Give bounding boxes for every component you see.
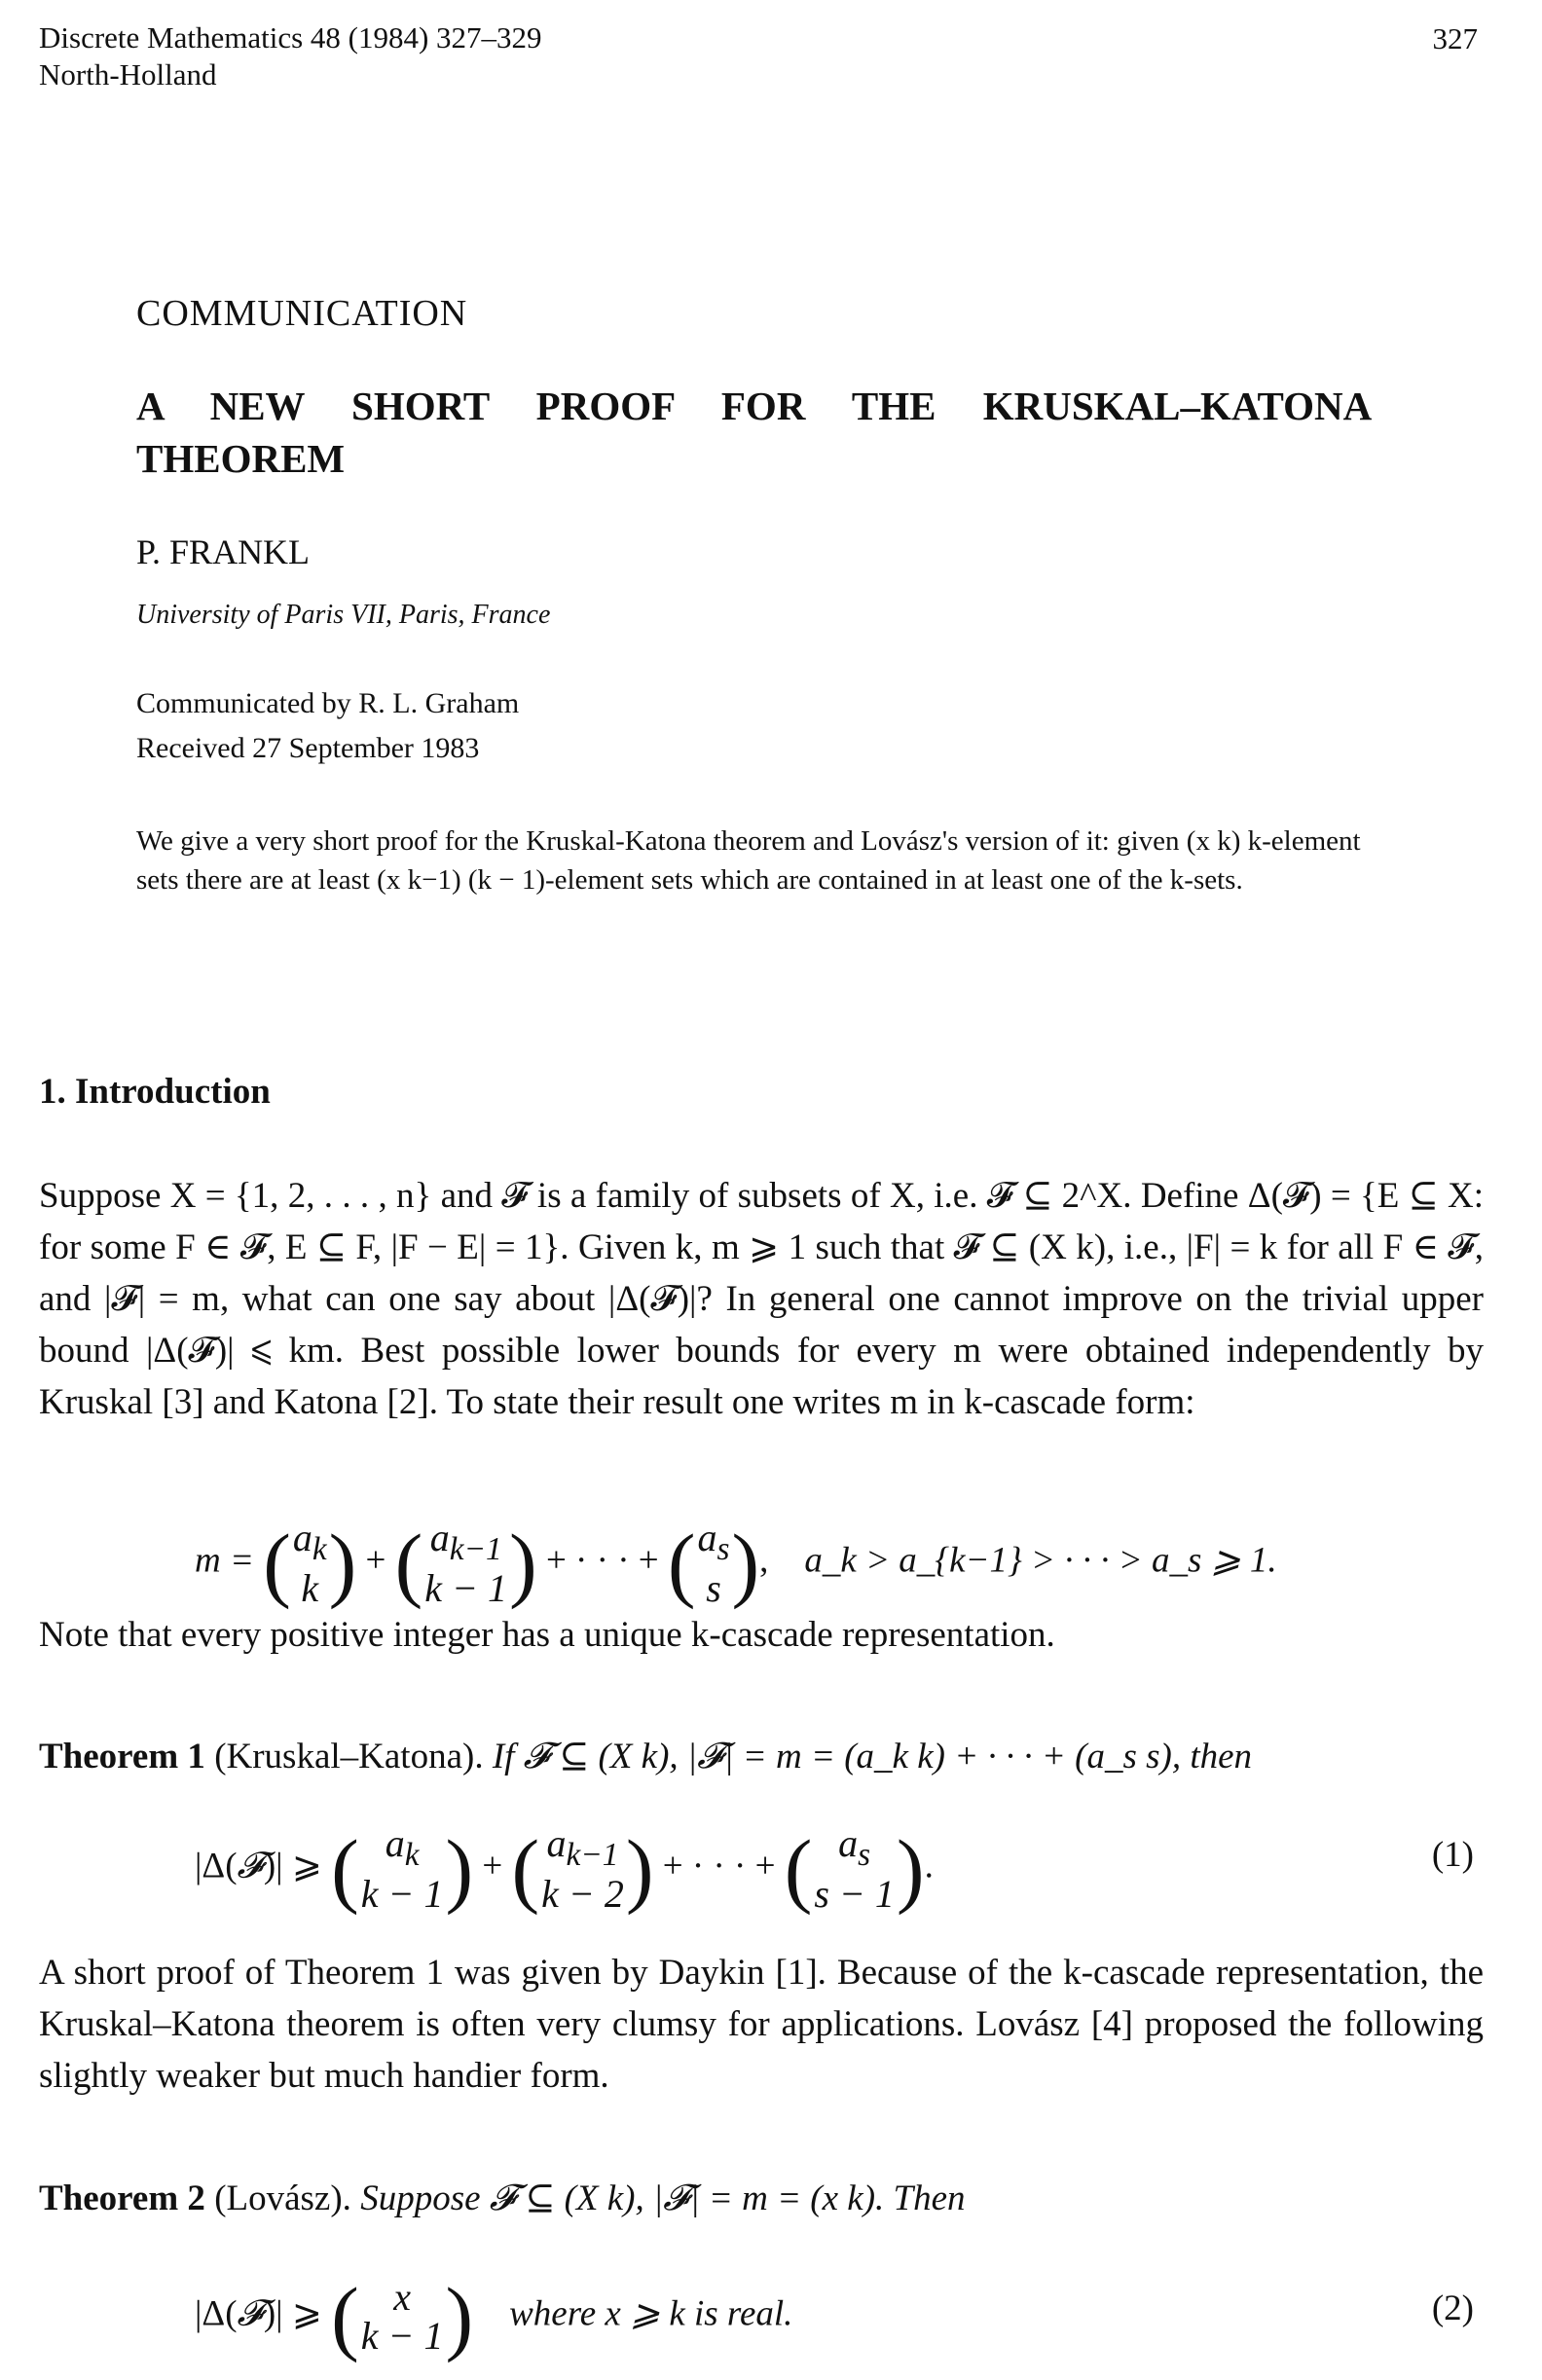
binom-as-s: ( $a_s$ s ) <box>667 1516 760 1610</box>
binom-ak-k: ( $a_k$ k ) <box>263 1516 357 1610</box>
theorem-2 <box>39 2173 966 2224</box>
title-line-1: A NEW SHORT PROOF FOR THE KRUSKAL–KATONA <box>136 384 1373 428</box>
binom-ak-k-1: ( $a_k$ k − 1 ) <box>331 1821 474 1916</box>
equation-2-condition: where x ⩾ k is real. <box>509 2293 793 2334</box>
section-label: COMMUNICATION <box>136 293 468 334</box>
cascade-lhs: m = <box>195 1540 254 1581</box>
binom-ak1-k2: ( $a_{k-1}$ k − 2 ) <box>511 1821 654 1916</box>
communicated-by: Communicated by R. L. Graham <box>136 687 520 719</box>
section-heading: 1. Introduction <box>39 1072 271 1112</box>
abstract: We give a very short proof for the Kruskal-Katona theorem and Lovász's version of it: given (x k) k-element sets there are at least (x k−1) (k − 1)-element sets which are contained in at least one of the k-sets. <box>136 825 1361 896</box>
equation-number-2: (2) <box>1431 2288 1474 2328</box>
page-number: 327 <box>1432 21 1478 55</box>
theorem-2-label: Theorem 2 <box>39 2179 205 2218</box>
equation-number-1: (1) <box>1431 1835 1474 1875</box>
theorem-1-statement: If 𝓕 ⊆ (X k), |𝓕| = m = (a_k k) + · · · + (a_s s), then <box>492 1737 1253 1776</box>
paper-title <box>136 380 1480 485</box>
theorem-1-label: Theorem 1 <box>39 1737 205 1776</box>
title-line-2: THEOREM <box>136 436 346 481</box>
author: P. FRANKL <box>136 532 311 571</box>
publisher: North-Holland <box>39 57 217 92</box>
intro-paragraph: Suppose X = {1, 2, . . . , n} and 𝓕 is a family of subsets of X, i.e. 𝓕 ⊆ 2^X. Define Δ(𝓕) = {E ⊆ X: for some F ∈ 𝓕, E ⊆ F, |F − E| = 1}. Given k, m ⩾ 1 such that 𝓕 ⊆ (X k), i.e., |F| = k for all F ∈ 𝓕, and |𝓕| = m, what can one say about |Δ(𝓕)|? In general one cannot improve on the trivial upper bound |Δ(𝓕)| ⩽ km. Best possible lower bounds for every m were obtained independently by Kruskal [3] and Katona [2]. To state their result one writes m in k-cascade form: <box>39 1176 1484 1422</box>
binom-ak1-k1: ( $a_{k-1}$ k − 1 ) <box>394 1516 537 1610</box>
affiliation: University of Paris VII, Paris, France <box>136 600 551 630</box>
equation-1: |Δ(𝓕)| ⩾ ( $a_k$ k − 1 ) + ( $a_{k-1}$ k − 2 ) + · · · + ( $a_s$ s − 1 ). <box>195 1821 934 1916</box>
received-date: Received 27 September 1983 <box>136 732 480 764</box>
cascade-condition: a_k > a_{k−1} > · · · > a_s ⩾ 1. <box>804 1540 1277 1581</box>
theorem-2-attribution: (Lovász). <box>214 2179 351 2218</box>
cascade-equation: m = ( $a_k$ k ) + ( $a_{k-1}$ k − 1 ) + · · · + ( $a_s$ s ), a_k > a_{k−1} > · · · > a_s ⩾ 1. <box>195 1516 1277 1610</box>
journal-header <box>39 19 542 93</box>
theorem-2-statement: Suppose 𝓕 ⊆ (X k), |𝓕| = m = (x k). Then <box>360 2179 966 2218</box>
journal-citation: Discrete Mathematics 48 (1984) 327–329 <box>39 20 542 55</box>
equation-2: |Δ(𝓕)| ⩾ ( x k − 1 ) where x ⩾ k is real. <box>195 2270 793 2363</box>
binom-as-s1: ( $a_s$ s − 1 ) <box>784 1821 925 1916</box>
theorem-1-attribution: (Kruskal–Katona). <box>214 1737 484 1776</box>
daykin-paragraph: A short proof of Theorem 1 was given by Daykin [1]. Because of the k-cascade representation, the Kruskal–Katona theorem is often very clumsy for applications. Lovász [4] proposed the following slightly weaker but much handier form. <box>39 1953 1484 2096</box>
binom-x-k1: ( x k − 1 ) <box>331 2270 474 2363</box>
cascade-note: Note that every positive integer has a unique k-cascade representation. <box>39 1615 1055 1655</box>
theorem-1 <box>39 1731 1252 1782</box>
